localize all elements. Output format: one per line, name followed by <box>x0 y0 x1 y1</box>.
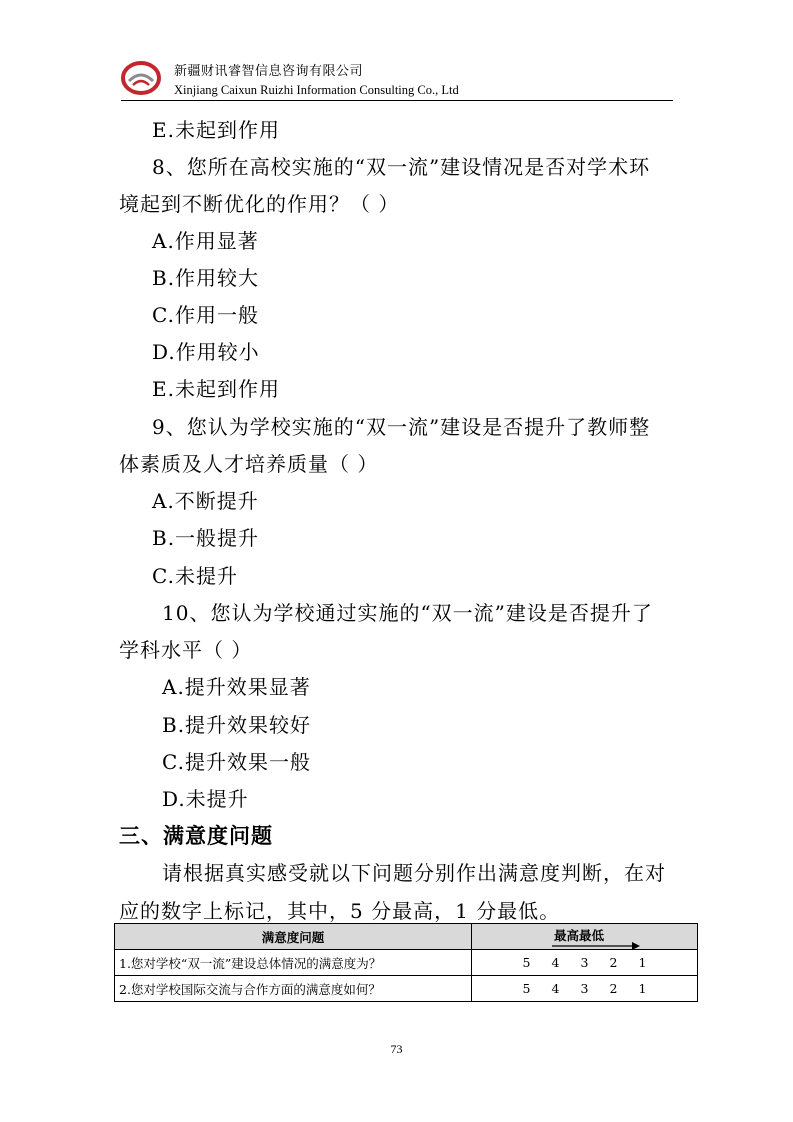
page-number: 73 <box>390 1042 403 1056</box>
question-8-line1: 8、您所在高校实施的“双一流”建设情况是否对学术环 <box>152 155 651 179</box>
company-logo <box>121 60 161 96</box>
score-option[interactable]: 3 <box>580 981 589 996</box>
table-row <box>115 976 698 1002</box>
score-option[interactable]: 4 <box>551 955 560 970</box>
score-option[interactable]: 5 <box>522 981 531 996</box>
option-9c: C.未提升 <box>152 564 238 588</box>
option-10d: D.未提升 <box>162 787 249 811</box>
option-8-prev-e: E.未起到作用 <box>152 118 280 142</box>
question-9-line1: 9、您认为学校实施的“双一流”建设是否提升了教师整 <box>152 415 651 439</box>
score-option[interactable]: 1 <box>638 981 647 996</box>
company-name-en: Xinjiang Caixun Ruizhi Information Consulting Co., Ltd <box>174 83 459 97</box>
section-3-intro-line2: 应的数字上标记，其中，5 分最高，1 分最低。 <box>119 899 561 923</box>
option-10a: A.提升效果显著 <box>162 675 311 699</box>
option-8a: A.作用显著 <box>152 229 259 253</box>
table-row <box>115 950 698 976</box>
option-8e: E.未起到作用 <box>152 377 280 401</box>
score-option[interactable]: 4 <box>551 981 560 996</box>
option-10c: C.提升效果一般 <box>162 750 311 774</box>
score-option[interactable]: 2 <box>609 981 618 996</box>
score-option[interactable]: 5 <box>522 955 531 970</box>
option-10b: B.提升效果较好 <box>162 713 312 737</box>
question-9-line2: 体素质及人才培养质量（ ） <box>119 452 379 476</box>
table-header-row <box>115 924 698 950</box>
section-3-intro-line1: 请根据真实感受就以下问题分别作出满意度判断，在对 <box>162 861 666 885</box>
question-cell: 1.您对学校“双一流”建设总体情况的满意度为？ <box>115 950 472 976</box>
section-3-heading: 三、满意度问题 <box>119 823 273 848</box>
option-9b: B.一般提升 <box>152 526 260 550</box>
question-cell: 2.您对学校国际交流与合作方面的满意度如何？ <box>115 976 472 1002</box>
score-option[interactable]: 3 <box>580 955 589 970</box>
question-8-line2: 境起到不断优化的作用？（ ） <box>119 192 400 216</box>
satisfaction-table <box>114 923 698 1002</box>
arrow-right-icon <box>552 942 640 950</box>
header-scale-cell <box>472 924 698 950</box>
option-8d: D.作用较小 <box>152 340 260 364</box>
question-10-line2: 学科水平（ ） <box>119 638 253 662</box>
question-10-line1: 10、您认为学校通过实施的“双一流”建设是否提升了 <box>162 601 653 625</box>
header-question-cell: 满意度问题 <box>115 924 472 950</box>
scale-label: 最高最低 <box>554 928 605 943</box>
score-option[interactable]: 2 <box>609 955 618 970</box>
option-8c: C.作用一般 <box>152 303 259 327</box>
option-8b: B.作用较大 <box>152 266 260 290</box>
score-options <box>472 950 698 976</box>
company-name-cn: 新疆财讯睿智信息咨询有限公司 <box>174 64 364 79</box>
score-options <box>472 976 698 1002</box>
option-9a: A.不断提升 <box>152 489 259 513</box>
header-divider <box>121 100 673 101</box>
score-option[interactable]: 1 <box>638 955 647 970</box>
